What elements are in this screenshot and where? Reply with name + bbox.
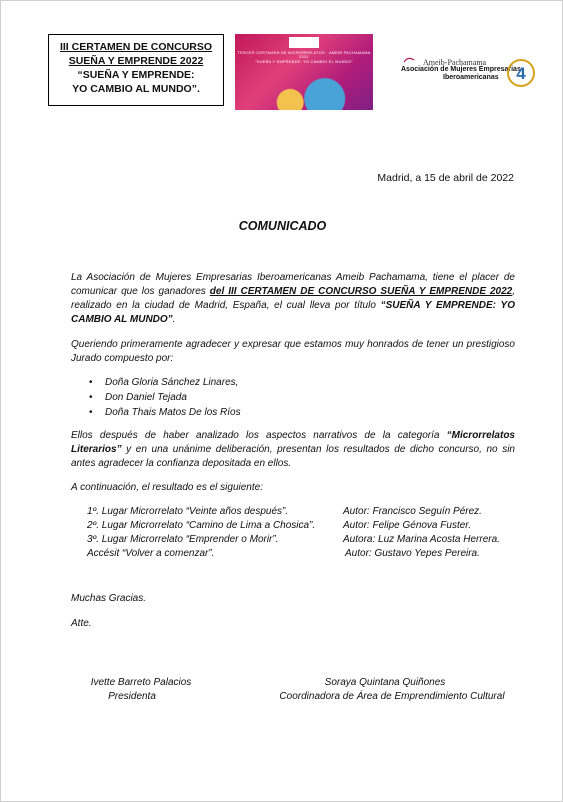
result-author: Autor: Gustavo Yepes Pereira. <box>345 548 480 559</box>
document-date: Madrid, a 15 de abril de 2022 <box>377 172 514 184</box>
contest-name: del III CERTAMEN DE CONCURSO SUEÑA Y EMPRENDE 2022 <box>209 286 513 297</box>
banner-logo <box>289 37 319 48</box>
document-heading: COMUNICADO <box>238 219 327 233</box>
association-logo-brand: Ameib-Pachamama <box>423 58 487 67</box>
contest-title-line1: III CERTAMEN DE CONCURSO <box>59 41 213 53</box>
contest-title-box <box>48 34 224 106</box>
result-author: Autor: Francisco Seguín Pérez. <box>343 506 482 517</box>
badge-number: 4 <box>516 64 526 83</box>
signature-coordinator <box>267 676 517 704</box>
contest-title-line4: YO CAMBIO AL MUNDO”. <box>72 83 200 95</box>
result-prize: 1º. Lugar Microrrelato “Veinte años después”. <box>87 506 289 517</box>
banner-line1: TERCER CERTAMEN DE MICRORRELATOS · AMEIB PACHAMAMA 2022 <box>237 51 371 59</box>
result-prize: 3º. Lugar Microrrelato “Emprender o Morir”. <box>87 534 279 545</box>
association-logo-name: Asociación de Mujeres Empresarias <box>401 66 521 73</box>
signature-name: Soraya Quintana Quiñones <box>324 677 446 688</box>
paragraph-deliberation: Ellos después de haber analizado los aspectos narrativos de la categoría “Microrrelatos Literarios” y en una unánime deliberación, presentan los resultados de dicho concurso, no sin antes agradecer la confianza depositada en ellos. <box>71 430 515 469</box>
results-list <box>87 505 527 561</box>
association-logo-name-2: Iberoamericanas <box>443 74 499 81</box>
signature-president <box>79 676 203 704</box>
contest-banner-image <box>235 34 373 110</box>
anniversary-badge-icon <box>506 58 536 88</box>
signature-name: Ivette Barreto Palacios <box>90 677 192 688</box>
signature-role: Coordinadora de Área de Emprendimiento Cultural <box>279 691 505 702</box>
list-item: • Doña Thais Matos De los Ríos <box>89 405 241 420</box>
jury-list <box>89 375 241 420</box>
category-name: “Microrrelatos Literarios” <box>71 430 515 455</box>
result-author: Autora: Luz Marina Acosta Herrera. <box>343 534 500 545</box>
result-row <box>87 547 527 561</box>
closing-thanks: Muchas Gracias. <box>71 593 147 604</box>
contest-title-line3: “SUEÑA Y EMPRENDE: <box>77 69 195 81</box>
result-row <box>87 505 527 519</box>
result-prize: 2º. Lugar Microrrelato “Camino de Lima a Chosica”. <box>87 520 316 531</box>
paragraph-announcement: La Asociación de Mujeres Empresarias Iberoamericanas Ameib Pachamama, tiene el placer de comunicar que los ganadores del III CERTAMEN DE CONCURSO SUEÑA Y EMPRENDE 2022, realizado en la ciudad de Madrid, España, el cual lleva por título “SUEÑA Y EMPRENDE: YO CAMBIO AL MUNDO”. <box>71 272 515 325</box>
result-author: Autor: Felipe Génova Fuster. <box>343 520 472 531</box>
signature-role: Presidenta <box>108 691 156 702</box>
list-item: • Don Daniel Tejada <box>89 390 241 405</box>
closing-atte: Atte. <box>71 618 92 629</box>
banner-line2: “SUEÑA Y EMPRENDE: YO CAMBIO EL MUNDO” <box>255 60 353 64</box>
result-prize: Accésit “Volver a comenzar”. <box>87 548 215 559</box>
list-item: • Doña Gloria Sánchez Linares, <box>89 375 241 390</box>
result-row <box>87 533 527 547</box>
paragraph-jury-intro: Queriendo primeramente agradecer y expresar que estamos muy honrados de tener un prestigioso Jurado compuesto por: <box>71 339 515 364</box>
contest-title-line2: SUEÑA Y EMPRENDE 2022 <box>68 55 204 67</box>
result-row <box>87 519 527 533</box>
contest-title: “SUEÑA Y EMPRENDE: YO CAMBIO AL MUNDO” <box>71 300 515 325</box>
paragraph-results-intro: A continuación, el resultado es el siguiente: <box>71 482 263 493</box>
